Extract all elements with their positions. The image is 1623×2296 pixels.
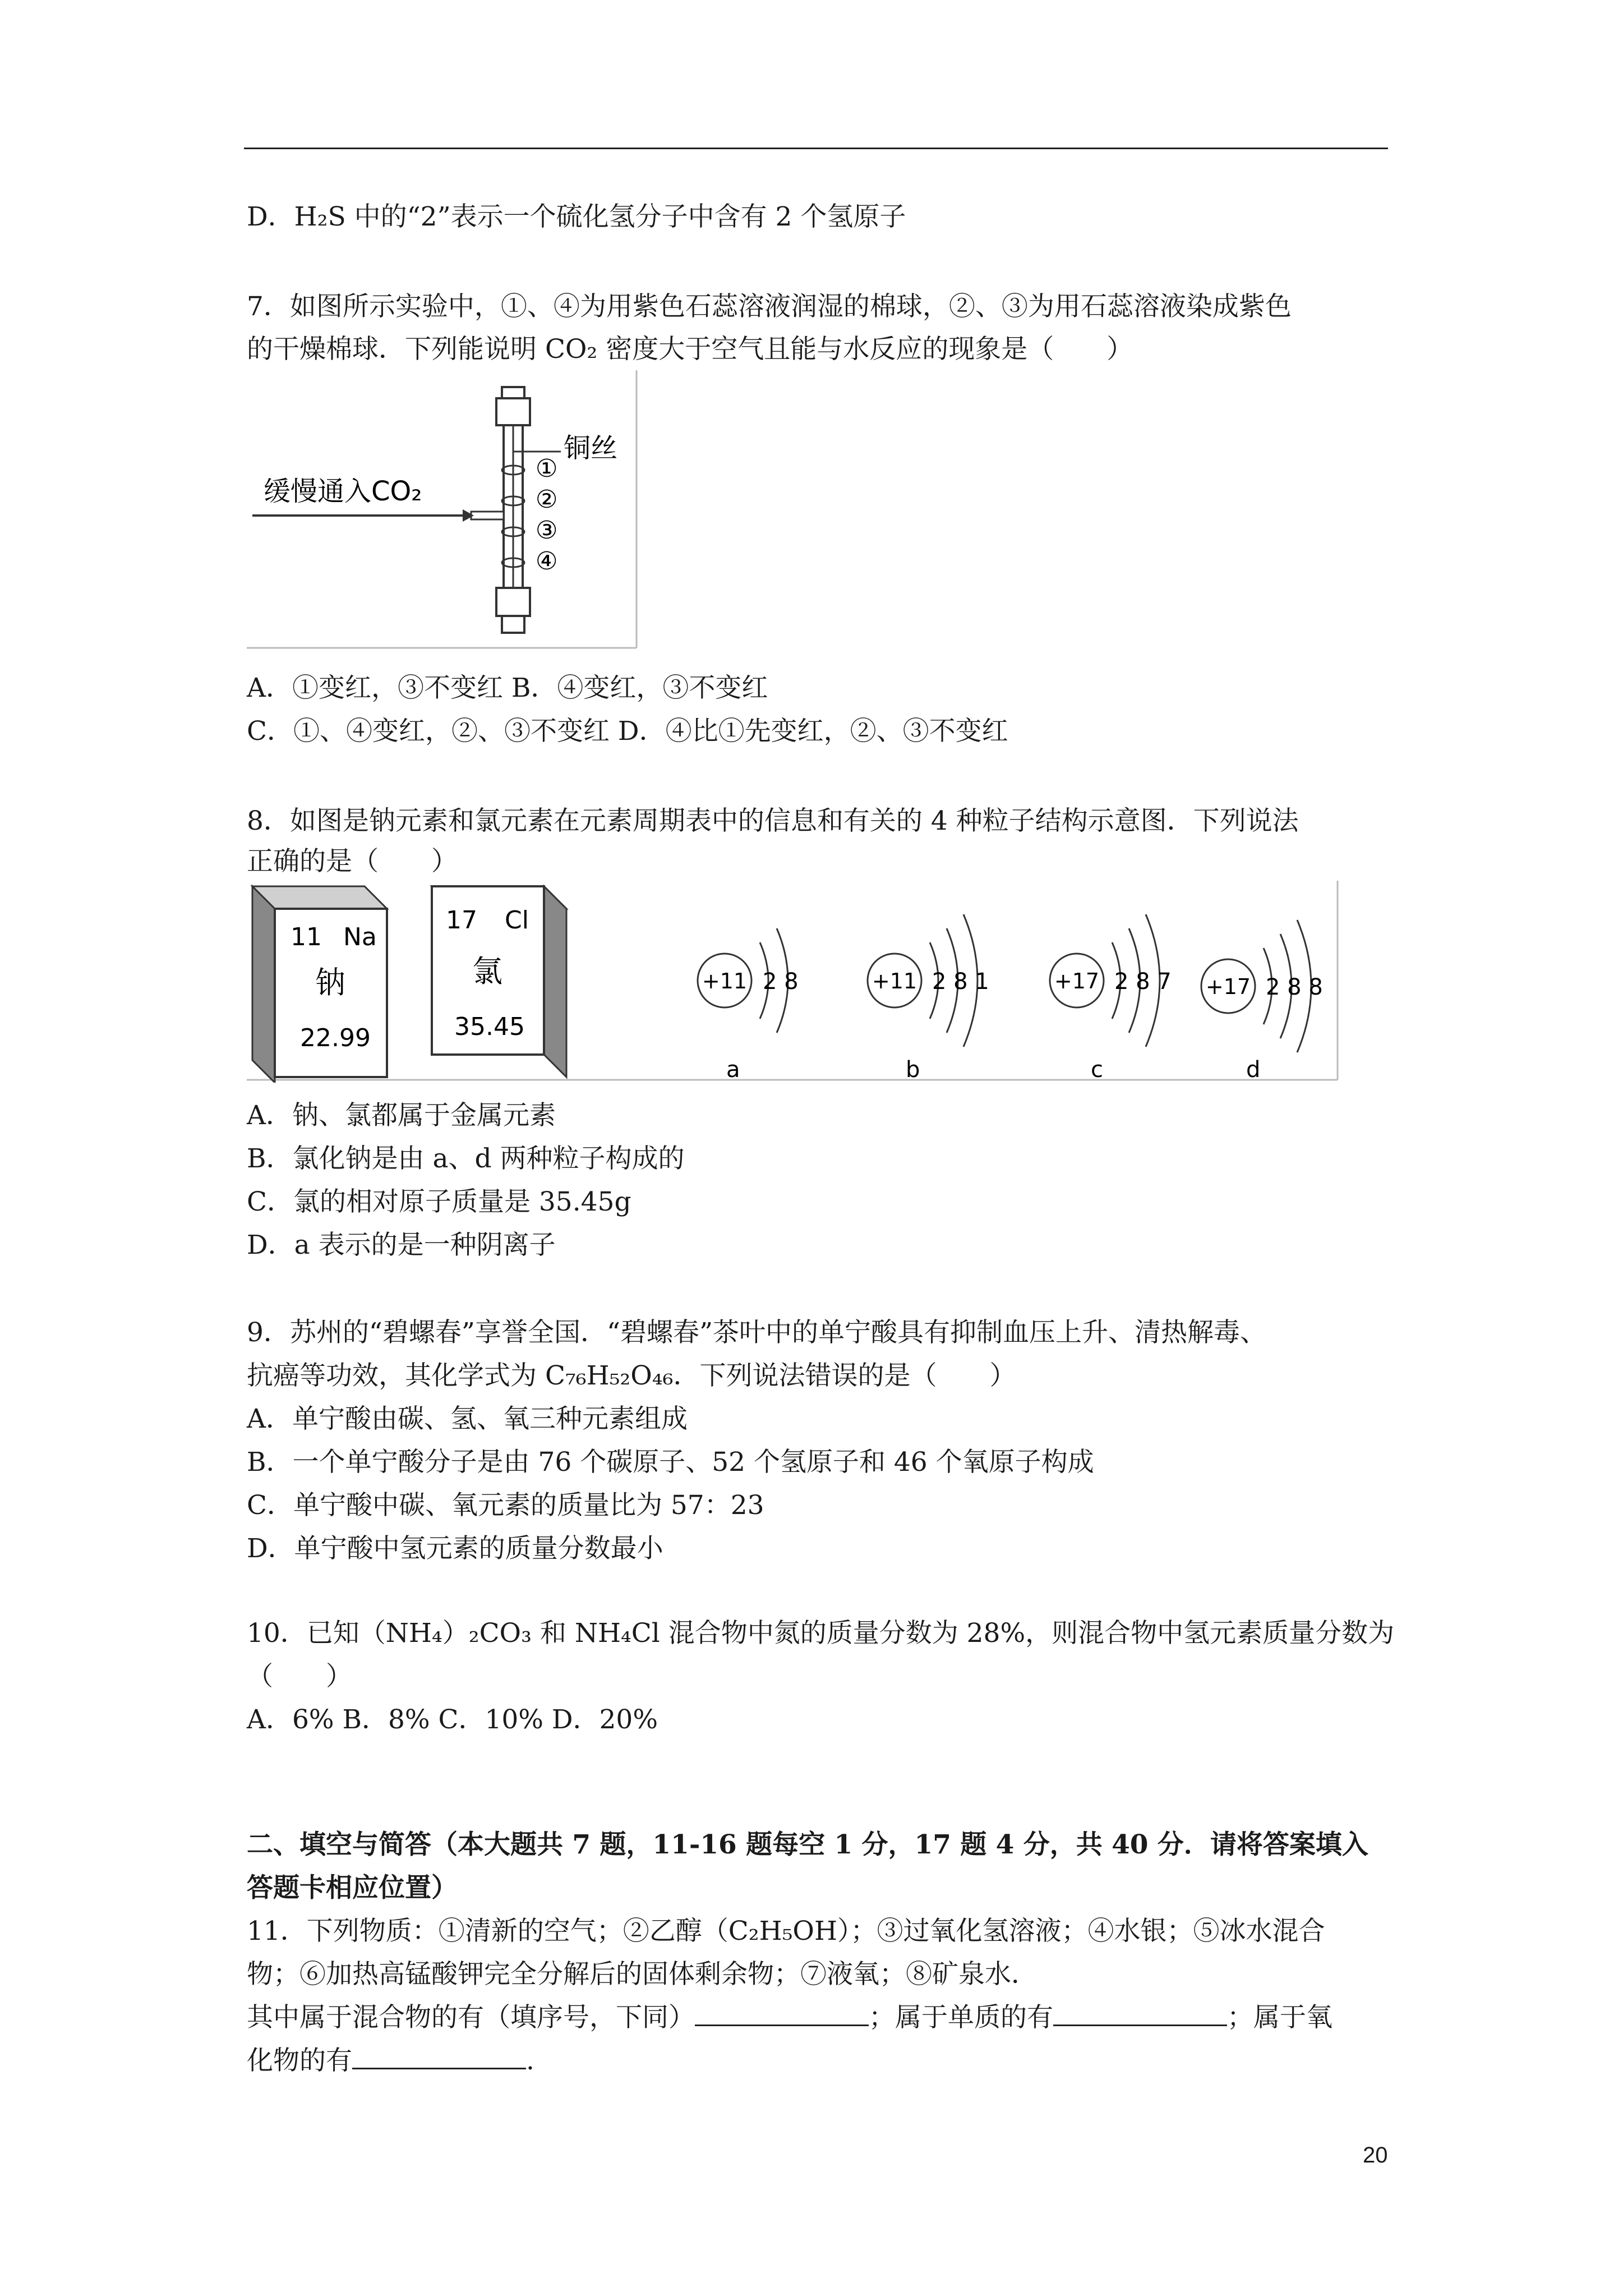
q8-option-d: D．a 表示的是一种阴离子: [247, 1230, 556, 1260]
q11-text-elements: ；属于单质的有: [869, 2002, 1053, 2033]
q6-option-d: D．H₂S 中的“2”表示一个硫化氢分子中含有 2 个氢原子: [247, 201, 906, 232]
particle-d-letter: d: [1246, 1057, 1261, 1083]
sodium-card: [252, 886, 387, 1083]
particle-b-electrons: 2 8 1: [932, 969, 989, 995]
q7-stem-line1: 7．如图所示实验中，①、④为用紫色石蕊溶液润湿的棉球，②、③为用石蕊溶液染成紫色: [247, 291, 1292, 322]
particle-c-nucleus: +17: [1054, 969, 1100, 993]
q11-text-mixtures: 其中属于混合物的有（填序号，下同）: [247, 2002, 695, 2033]
page-number: 20: [1363, 2143, 1388, 2168]
sodium-symbol: Na: [343, 923, 377, 951]
particle-c: [1050, 914, 1172, 1083]
chlorine-mass: 35.45: [454, 1013, 525, 1041]
sodium-mass: 22.99: [300, 1024, 371, 1052]
q11-stem-line1: 11．下列物质：①清新的空气；②乙醇（C₂H₅OH）；③过氧化氢溶液；④水银；⑤冰水混合: [247, 1916, 1325, 1947]
header-rule: [244, 148, 1388, 149]
q10-stem-line2: （ ）: [247, 1661, 352, 1692]
particle-b-letter: b: [906, 1057, 920, 1083]
section2-heading-line2: 答题卡相应位置）: [247, 1872, 458, 1903]
q10-stem-line1: 10．已知（NH₄）₂CO₃ 和 NH₄Cl 混合物中氮的质量分数为 28%，则混合物中氢元素质量分数为: [247, 1618, 1395, 1649]
q7-apparatus-figure: [247, 370, 639, 651]
q9-option-d: D．单宁酸中氢元素的质量分数最小: [247, 1533, 663, 1564]
chlorine-card: [432, 886, 566, 1077]
q11-stem-line2: 物；⑥加热高锰酸钾完全分解后的固体剩余物；⑦液氧；⑧矿泉水．: [247, 1959, 1038, 1990]
ball-label-4: ④: [536, 547, 558, 576]
section2-heading-line1: 二、填空与简答（本大题共 7 题，11-16 题每空 1 分，17 题 4 分，共 40 分．请将答案填入: [247, 1829, 1368, 1860]
particle-c-electrons: 2 8 7: [1114, 969, 1172, 995]
q11-answer-line1: [247, 2001, 1332, 2034]
particle-a-letter: a: [726, 1057, 740, 1083]
particle-d: [1201, 920, 1323, 1083]
q9-option-c: C．单宁酸中碳、氧元素的质量比为 57：23: [247, 1490, 764, 1521]
particle-a-electrons: 2 8: [763, 969, 799, 995]
q9-option-a: A．单宁酸由碳、氢、氧三种元素组成: [247, 1404, 688, 1434]
particle-b-nucleus: +11: [872, 969, 917, 993]
chlorine-name: 氯: [472, 954, 502, 989]
q7-stem-line2: 的干燥棉球．下列能说明 CO₂ 密度大于空气且能与水反应的现象是（ ）: [247, 334, 1133, 365]
particle-c-letter: c: [1091, 1057, 1103, 1083]
q8-option-a: A．钠、氯都属于金属元素: [247, 1100, 556, 1131]
particle-b: [868, 914, 989, 1083]
ball-label-3: ③: [536, 516, 558, 545]
ball-label-2: ②: [536, 485, 558, 514]
q9-stem-line2: 抗癌等功效，其化学式为 C₇₆H₅₂O₄₆．下列说法错误的是（ ）: [247, 1360, 1016, 1391]
q11-answer-line2: [247, 2045, 534, 2077]
q10-options: A．6% B．8% C．10% D．20%: [247, 1704, 658, 1735]
ball-label-1: ①: [536, 454, 558, 483]
q8-option-c: C．氯的相对原子质量是 35.45g: [247, 1186, 631, 1217]
answer-blank-mixtures[interactable]: [695, 2003, 869, 2026]
particle-d-nucleus: +17: [1205, 974, 1251, 999]
q7-options-ab: A．①变红，③不变红 B．④变红，③不变红: [247, 673, 768, 703]
co2-inlet-label: 缓慢通入CO₂: [264, 476, 422, 507]
q8-element-figure: [247, 881, 1340, 1083]
particle-d-electrons: 2 8 8: [1266, 974, 1323, 1000]
q11-text-oxides: 化物的有: [247, 2045, 352, 2076]
q8-stem-line1: 8．如图是钠元素和氯元素在元素周期表中的信息和有关的 4 种粒子结构示意图．下列说法: [247, 806, 1299, 836]
q9-option-b: B．一个单宁酸分子是由 76 个碳原子、52 个氢原子和 46 个氧原子构成: [247, 1447, 1094, 1478]
copper-wire-label: 铜丝: [564, 432, 618, 464]
particle-a: [698, 928, 799, 1083]
q7-options-cd: C．①、④变红，②、③不变红 D．④比①先变红，②、③不变红: [247, 716, 1008, 747]
sodium-name: 钠: [315, 965, 345, 1000]
sodium-number: 11: [291, 923, 322, 951]
answer-blank-oxides[interactable]: [352, 2046, 526, 2069]
q8-option-b: B．氯化钠是由 a、d 两种粒子构成的: [247, 1143, 685, 1174]
particle-a-nucleus: +11: [702, 969, 748, 993]
q9-stem-line1: 9．苏州的“碧螺春”享誉全国．“碧螺春”茶叶中的单宁酸具有抑制血压上升、清热解毒、: [247, 1317, 1267, 1348]
chlorine-number: 17: [446, 906, 477, 935]
chlorine-symbol: Cl: [505, 906, 529, 935]
q11-text-oxides-start: ；属于氧: [1227, 2002, 1332, 2033]
q11-text-period: .: [526, 2045, 534, 2076]
q8-stem-line2: 正确的是（ ）: [247, 846, 458, 877]
answer-blank-elements[interactable]: [1053, 2003, 1227, 2026]
